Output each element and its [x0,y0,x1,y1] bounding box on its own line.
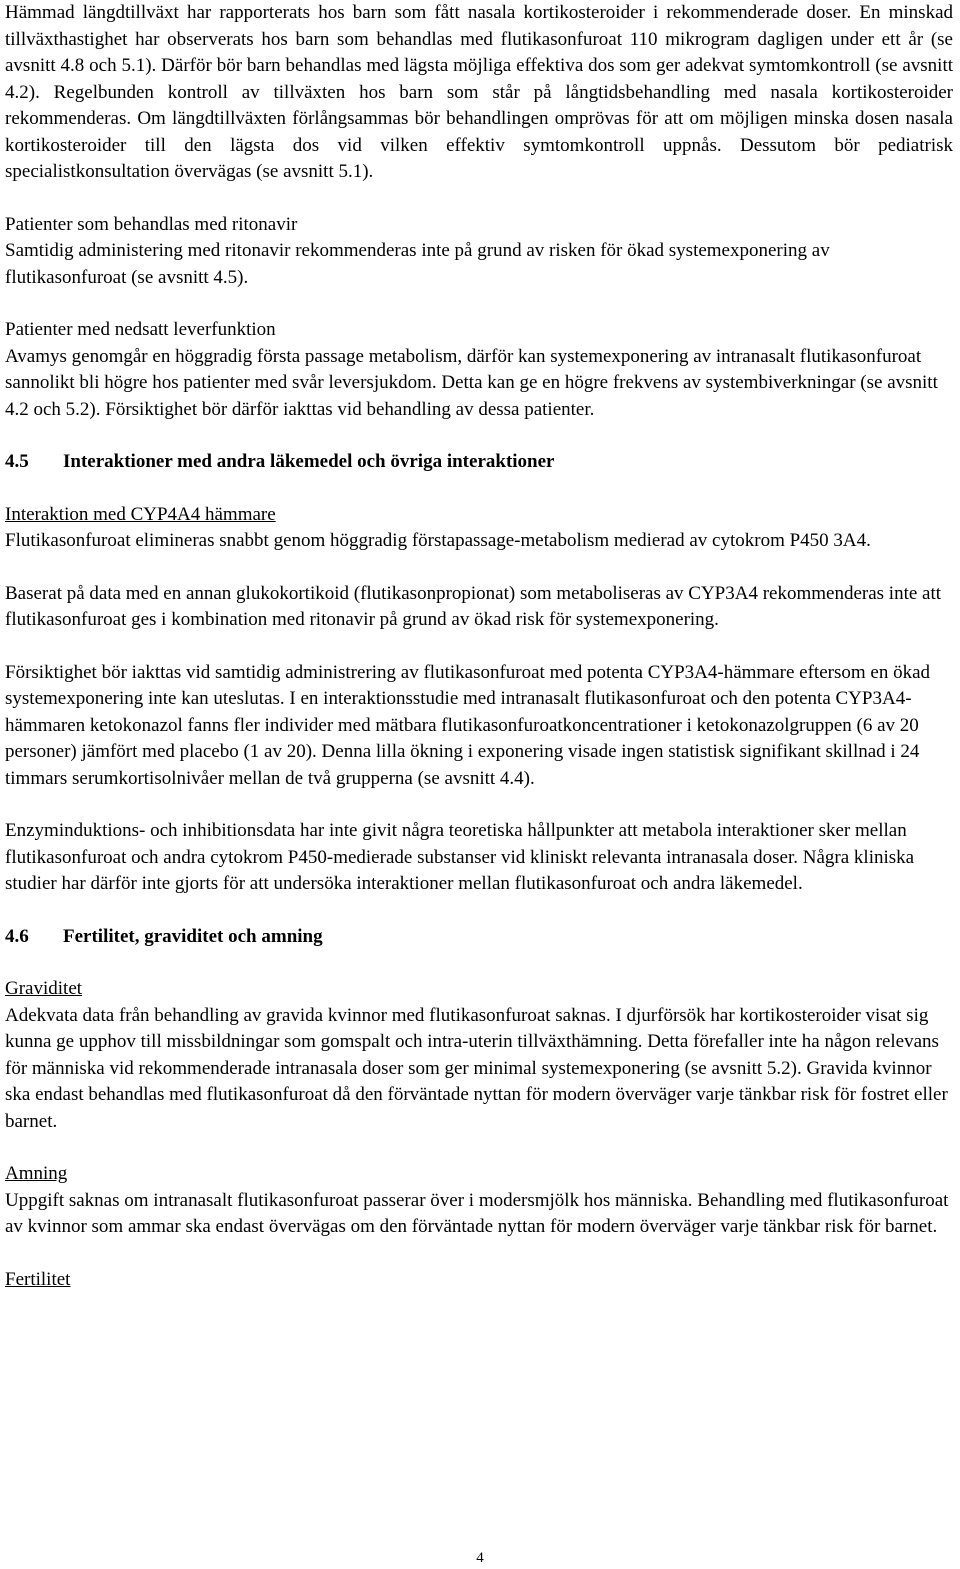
cyp-subheading: Interaktion med CYP4A4 hämmare [5,503,276,525]
section-4-6-title: Fertilitet, graviditet och amning [63,925,323,947]
section-4-5-number: 4.5 [5,451,29,472]
page-number: 4 [476,1550,484,1566]
ritonavir-title: Patienter som behandlas med ritonavir [5,213,298,235]
section-4-5-heading [5,449,953,476]
lactation-text: Uppgift saknas om intranasalt flutikasonfuroat passerar över i modersmjölk hos människa. Behandling med flutikasonfuroat av kvinnor som ammar ska endast övervägas om den förväntade nyttan för modern överväger varje tänkbar risk för barnet. [5,1189,949,1237]
liver-text: Avamys genomgår en höggradig första passage metabolism, därför kan systemexponering av intranasalt flutikasonfuroat sannolikt bli högre hos patienter med svår leversjukdom. Detta kan ge en högre frekvens av systembiverkningar (se avsnitt 4.2 och 5.2). Försiktighet bör därför iakttas vid behandling av dessa patienter. [5,345,938,420]
section-4-6-heading [5,924,953,951]
pregnancy-heading: Graviditet [5,978,83,999]
liver-title: Patienter med nedsatt leverfunktion [5,319,276,340]
lactation-heading: Amning [5,1163,68,1184]
pregnancy-text: Adekvata data från behandling av gravida kvinnor med flutikasonfuroat saknas. I djurförsök har kortikosteroider visat sig kunna ge upphov till missbildningar som gomspalt och intra-uterin tillväxthämning. Detta förefaller inte ha någon relevans för människa vid rekommenderade intranasala doser som ger minimal systemexponering (se avsnitt 5.2). Gravida kvinnor ska endast behandlas med flutikasonfuroat då den förväntade nyttan för modern överväger varje tänkbar risk för fostret eller barnet. [5,1004,948,1132]
document-page [5,0,953,1293]
section-4-5-title: Interaktioner med andra läkemedel och övriga interaktioner [63,451,555,472]
fertility-heading: Fertilitet [5,1268,71,1290]
ritonavir-text: Samtidig administering med ritonavir rekommenderas inte på grund av risken för ökad systemexponering av flutikasonfuroat (se avsnitt 4.5). [5,240,830,288]
section-4-6-number: 4.6 [5,925,29,947]
ritonavir-section [5,212,953,292]
section-4-5-paragraph-4: Enzyminduktions- och inhibitionsdata har inte givit några teoretiska hållpunkter att metabola interaktioner sker mellan flutikasonfuroat och andra cytokrom P450-medierade substanser vid kliniskt relevanta intranasala doser. Några kliniska studier har därför inte gjorts för att undersöka interaktioner mellan flutikasonfuroat och andra läkemedel. [5,820,915,894]
section-4-5-paragraph-1: Flutikasonfuroat elimineras snabbt genom höggradig förstapassage-metabolism medierad av cytokrom P450 3A4. [5,530,871,551]
section-4-5-paragraph-2: Baserat på data med en annan glukokortikoid (flutikasonpropionat) som metaboliseras av CYP3A4 rekommenderas inte att flutikasonfuroat ges i kombination med ritonavir på grund av ökad risk för systemexponering. [5,582,942,630]
section-4-5-paragraph-3: Försiktighet bör iakttas vid samtidig administrering av flutikasonfuroat med potenta CYP3A4-hämmare eftersom en ökad systemexponering inte kan uteslutas. I en interaktionsstudie med intranasalt flutikasonfuroat och den potenta CYP3A4-hämmaren ketokonazol fanns fler individer med mätbara flutikasonfuroatkoncentrationer i ketokonazolgruppen (6 av 20 personer) jämfört med placebo (1 av 20). Denna lilla ökning i exponering visade ingen statistisk signifikant skillnad i 24 timmars serumkortisolnivåer mellan de två grupperna (se avsnitt 4.4). [5,661,930,789]
intro-paragraph: Hämmad längdtillväxt har rapporterats hos barn som fått nasala kortikosteroider i rekommenderade doser. En minskad tillväxthastighet har observerats hos barn som behandlas med flutikasonfuroat 110 mikrogram dagligen under ett år (se avsnitt 4.8 och 5.1). Därför bör barn behandlas med lägsta möjliga effektiva dos som ger adekvat symtomkontroll (se avsnitt 4.2). Regelbunden kontroll av tillväxten hos barn som står på långtidsbehandling med nasala kortikosteroider rekommenderas. Om längdtillväxten förlångsammas bör behandlingen omprövas för att om möjligen minska dosen nasala kortikosteroider till den lägsta dos vid vilken effektiv symtomkontroll uppnås. Dessutom bör pediatrisk specialistkonsultation övervägas (se avsnitt 5.1). [5,2,953,182]
liver-section [5,317,953,423]
